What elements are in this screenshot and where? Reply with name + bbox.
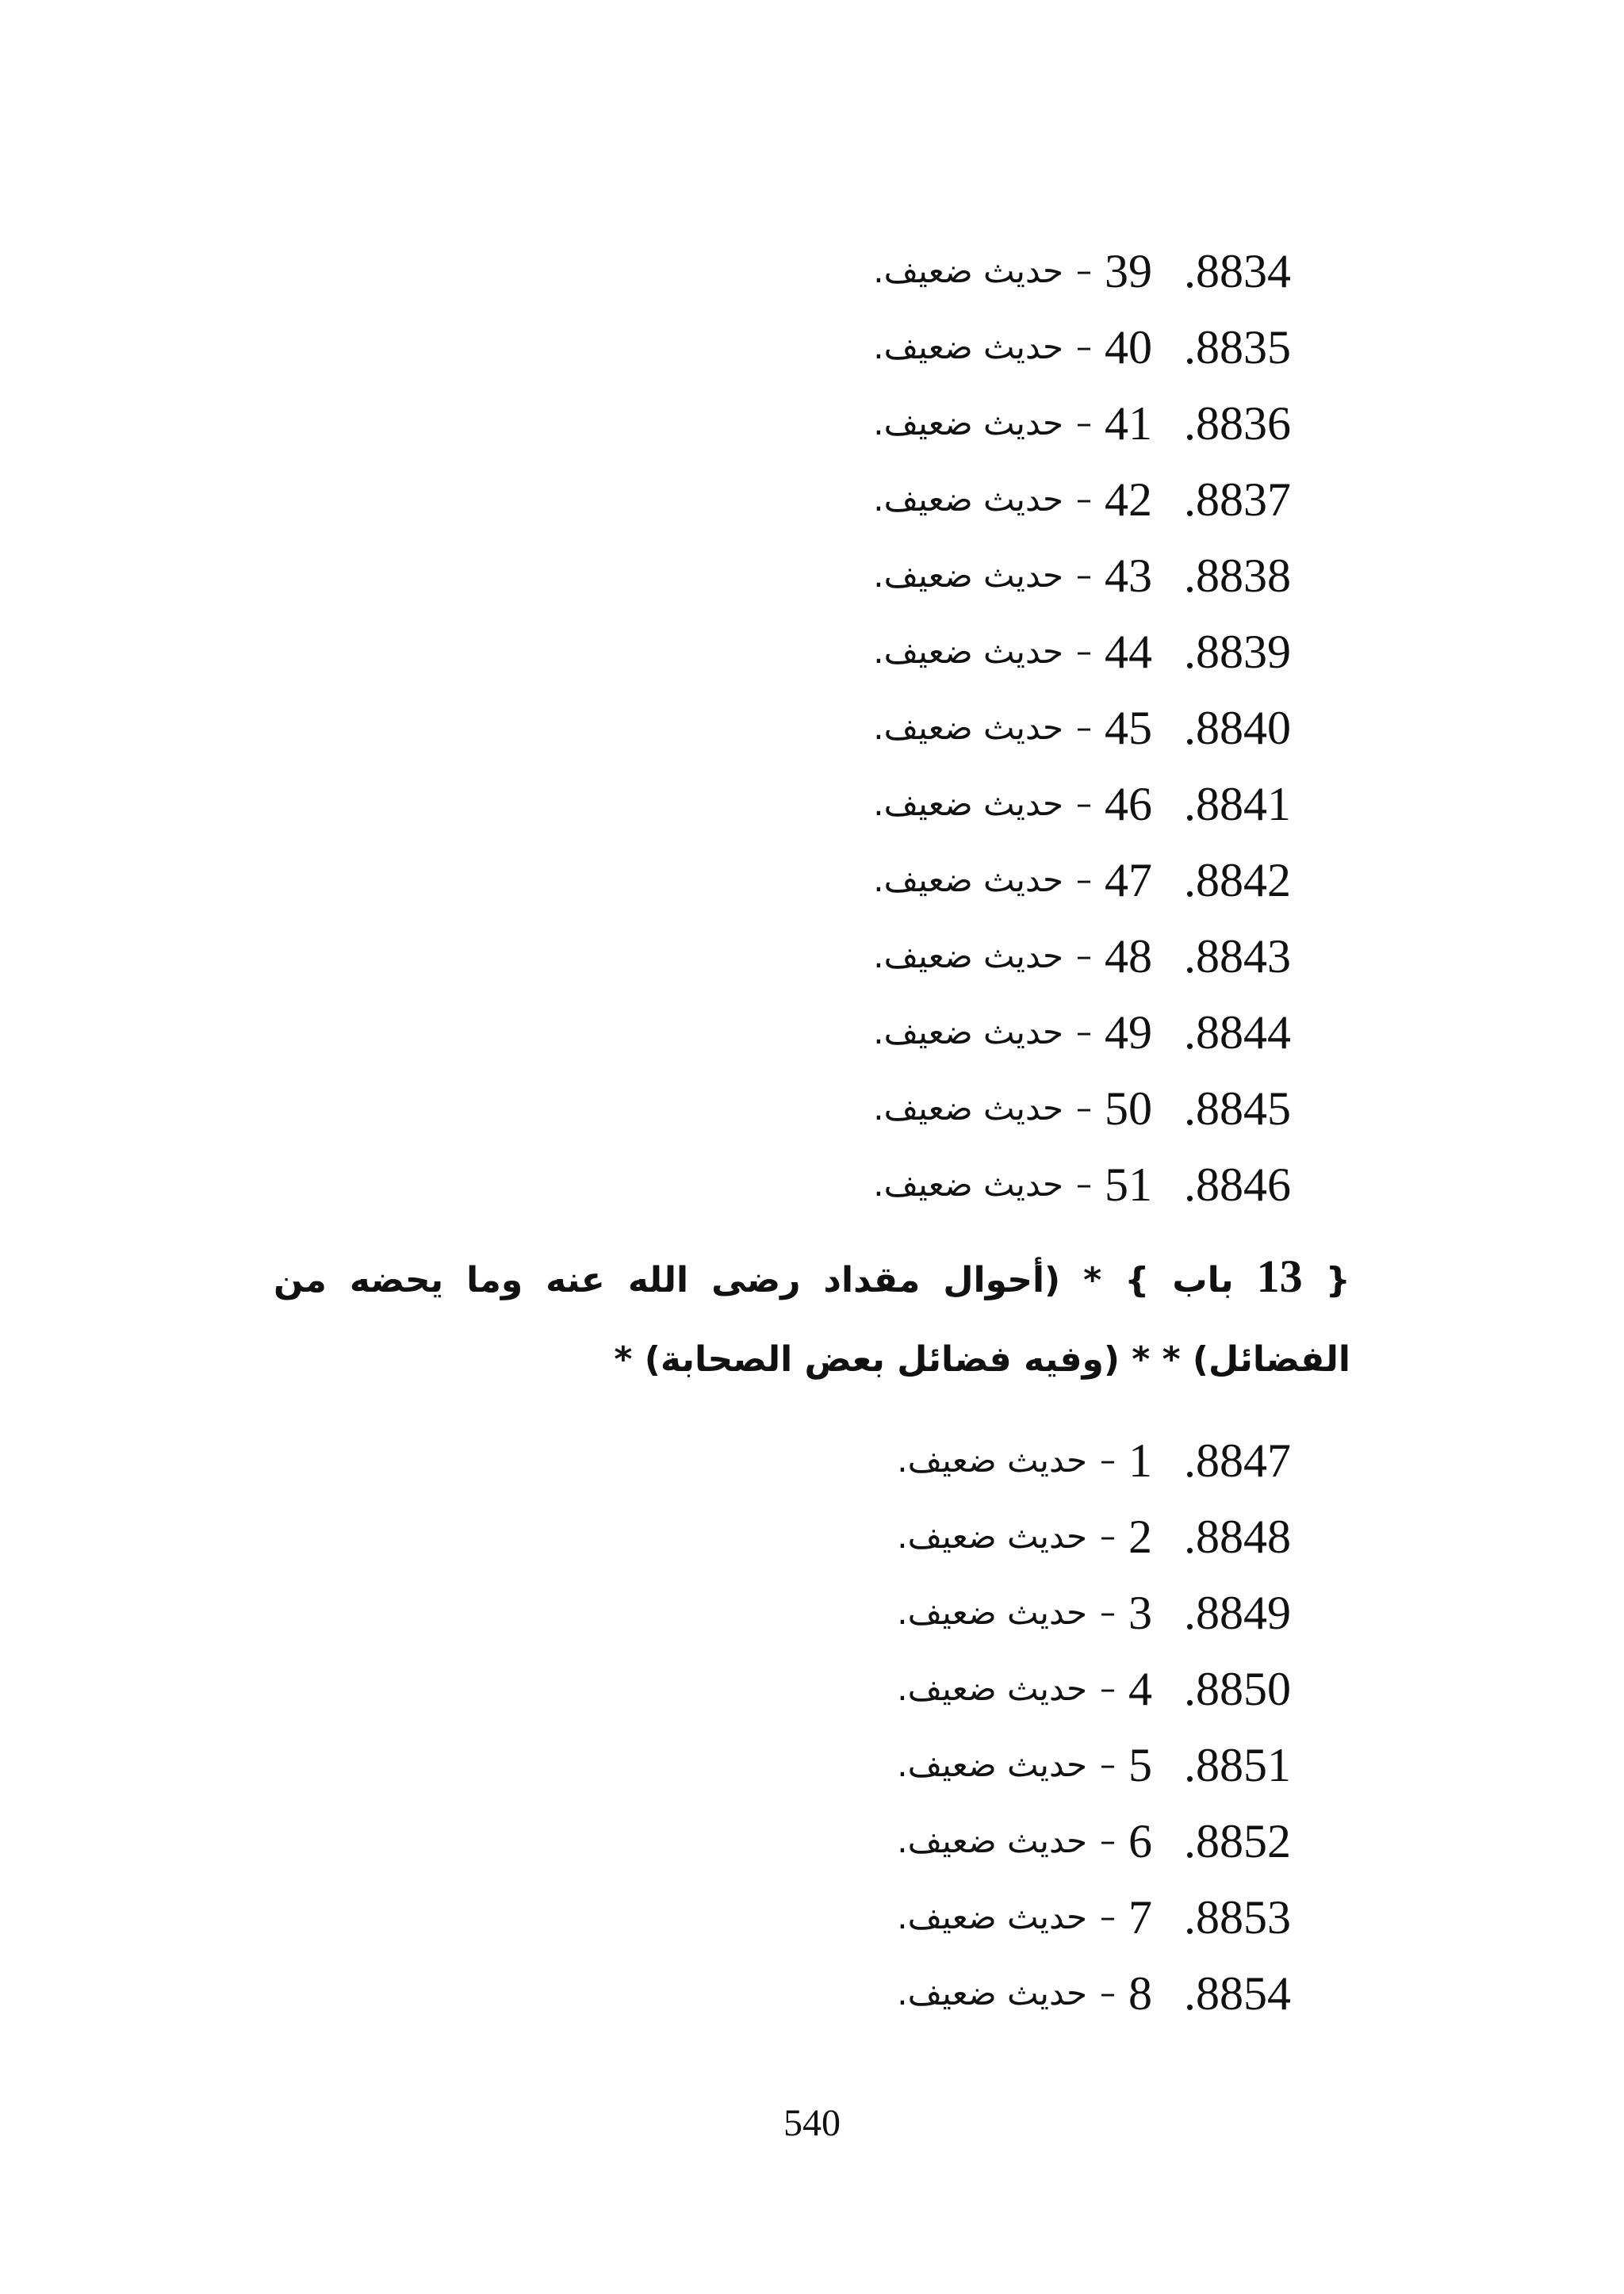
entry-sequence: 50 (1105, 1082, 1152, 1135)
entry-sequence: 45 (1105, 701, 1152, 754)
entry-sequence: 48 (1105, 929, 1152, 982)
entry-text: حديث ضعيف. (873, 251, 1063, 290)
entry-sequence: 2 (1128, 1510, 1152, 1563)
entry-number: 8851. (1184, 1738, 1291, 1791)
entry-dash: – (1076, 1166, 1092, 1203)
entry-dash: – (1076, 404, 1092, 442)
entry-number: 8842. (1184, 853, 1291, 906)
entry-number: 8838. (1184, 549, 1291, 602)
entry-sequence: 49 (1105, 1005, 1152, 1059)
heading-brace-open: { (1325, 1260, 1350, 1300)
entry-text: حديث ضعيف. (873, 631, 1063, 671)
entry-text: حديث ضعيف. (873, 1164, 1063, 1204)
entry-number: 8847. (1184, 1434, 1291, 1487)
hadith-entry (873, 458, 1291, 534)
entry-number: 8839. (1184, 625, 1291, 678)
hadith-entry (897, 1572, 1291, 1648)
entry-number: 8854. (1184, 1967, 1291, 2020)
entry-text: حديث ضعيف. (873, 707, 1063, 747)
entry-dash: – (1076, 1013, 1092, 1051)
heading-title: * (أحوال مقداد رضى الله عنه وما يحضه من الفضائل) * * (وفيه فضائل بعض الصحابة) * (274, 1260, 1350, 1380)
hadith-entry (897, 1800, 1291, 1876)
entry-dash: – (1100, 1746, 1116, 1783)
hadith-entry (897, 1419, 1291, 1496)
hadith-entry (873, 230, 1291, 306)
entry-dash: – (1076, 633, 1092, 670)
entry-text: حديث ضعيف. (897, 1821, 1087, 1860)
entry-number: 8843. (1184, 929, 1291, 982)
entry-number: 8850. (1184, 1662, 1291, 1715)
hadith-list-after (897, 1419, 1291, 2028)
entry-sequence: 39 (1105, 244, 1152, 297)
hadith-entry (873, 915, 1291, 991)
entry-number: 8835. (1184, 320, 1291, 373)
entry-number: 8846. (1184, 1158, 1291, 1211)
entry-dash: – (1076, 785, 1092, 822)
entry-dash: – (1100, 1594, 1116, 1631)
entry-sequence: 47 (1105, 853, 1152, 906)
heading-number: 13 (1256, 1250, 1303, 1302)
entry-number: 8836. (1184, 396, 1291, 450)
hadith-entry (873, 611, 1291, 687)
hadith-entry (873, 534, 1291, 611)
entry-text: حديث ضعيف. (873, 1012, 1063, 1051)
hadith-entry (897, 1876, 1291, 1952)
entry-text: حديث ضعيف. (873, 783, 1063, 823)
hadith-entry (897, 1648, 1291, 1724)
hadith-entry (897, 1496, 1291, 1572)
entry-number: 8844. (1184, 1005, 1291, 1059)
hadith-list-before (873, 230, 1291, 1220)
entry-dash: – (1076, 252, 1092, 289)
hadith-entry (873, 687, 1291, 763)
entry-sequence: 5 (1128, 1738, 1152, 1791)
entry-number: 8845. (1184, 1082, 1291, 1135)
entry-sequence: 46 (1105, 777, 1152, 830)
entry-text: حديث ضعيف. (873, 860, 1063, 899)
entry-number: 8841. (1184, 777, 1291, 830)
entry-text: حديث ضعيف. (897, 1516, 1087, 1556)
entry-number: 8849. (1184, 1586, 1291, 1639)
entry-number: 8853. (1184, 1890, 1291, 1944)
entry-dash: – (1076, 709, 1092, 746)
entry-sequence: 41 (1105, 396, 1152, 450)
hadith-entry (873, 1067, 1291, 1143)
entry-number: 8852. (1184, 1814, 1291, 1867)
hadith-entry (873, 991, 1291, 1067)
entry-sequence: 1 (1128, 1434, 1152, 1487)
entry-dash: – (1100, 1974, 1116, 2012)
entry-sequence: 51 (1105, 1158, 1152, 1211)
entry-sequence: 4 (1128, 1662, 1152, 1715)
entry-dash: – (1076, 557, 1092, 594)
entry-text: حديث ضعيف. (897, 1440, 1087, 1480)
entry-dash: – (1100, 1822, 1116, 1859)
entry-dash: – (1076, 861, 1092, 898)
entry-sequence: 3 (1128, 1586, 1152, 1639)
entry-text: حديث ضعيف. (897, 1744, 1087, 1784)
entry-sequence: 44 (1105, 625, 1152, 678)
entry-dash: – (1076, 481, 1092, 518)
entry-text: حديث ضعيف. (897, 1668, 1087, 1708)
entry-text: حديث ضعيف. (873, 479, 1063, 519)
hadith-entry (897, 1724, 1291, 1800)
entry-text: حديث ضعيف. (897, 1973, 1087, 2013)
entry-text: حديث ضعيف. (873, 936, 1063, 975)
entry-text: حديث ضعيف. (873, 327, 1063, 366)
section-heading (274, 1237, 1350, 1400)
entry-dash: – (1100, 1898, 1116, 1936)
entry-number: 8840. (1184, 701, 1291, 754)
entry-sequence: 42 (1105, 473, 1152, 526)
hadith-entry (873, 839, 1291, 915)
page-number: 540 (783, 2102, 841, 2144)
hadith-entry (873, 306, 1291, 382)
entry-text: حديث ضعيف. (897, 1897, 1087, 1936)
heading-label: باب (1172, 1260, 1234, 1300)
hadith-entry (873, 382, 1291, 458)
entry-sequence: 43 (1105, 549, 1152, 602)
entry-dash: – (1100, 1670, 1116, 1707)
hadith-entry (897, 1952, 1291, 2028)
entry-text: حديث ضعيف. (873, 1088, 1063, 1128)
entry-sequence: 6 (1128, 1814, 1152, 1867)
entry-dash: – (1076, 1090, 1092, 1127)
entry-sequence: 7 (1128, 1890, 1152, 1944)
entry-dash: – (1076, 937, 1092, 975)
entry-dash: – (1076, 328, 1092, 366)
hadith-entry (873, 1143, 1291, 1220)
entry-text: حديث ضعيف. (897, 1592, 1087, 1632)
entry-dash: – (1100, 1518, 1116, 1555)
entry-number: 8837. (1184, 473, 1291, 526)
entry-number: 8848. (1184, 1510, 1291, 1563)
hadith-entry (873, 763, 1291, 839)
entry-sequence: 40 (1105, 320, 1152, 373)
entry-dash: – (1100, 1442, 1116, 1479)
entry-text: حديث ضعيف. (873, 403, 1063, 442)
entry-sequence: 8 (1128, 1967, 1152, 2020)
entry-number: 8834. (1184, 244, 1291, 297)
heading-brace-close: } (1124, 1260, 1150, 1300)
entry-text: حديث ضعيف. (873, 555, 1063, 595)
